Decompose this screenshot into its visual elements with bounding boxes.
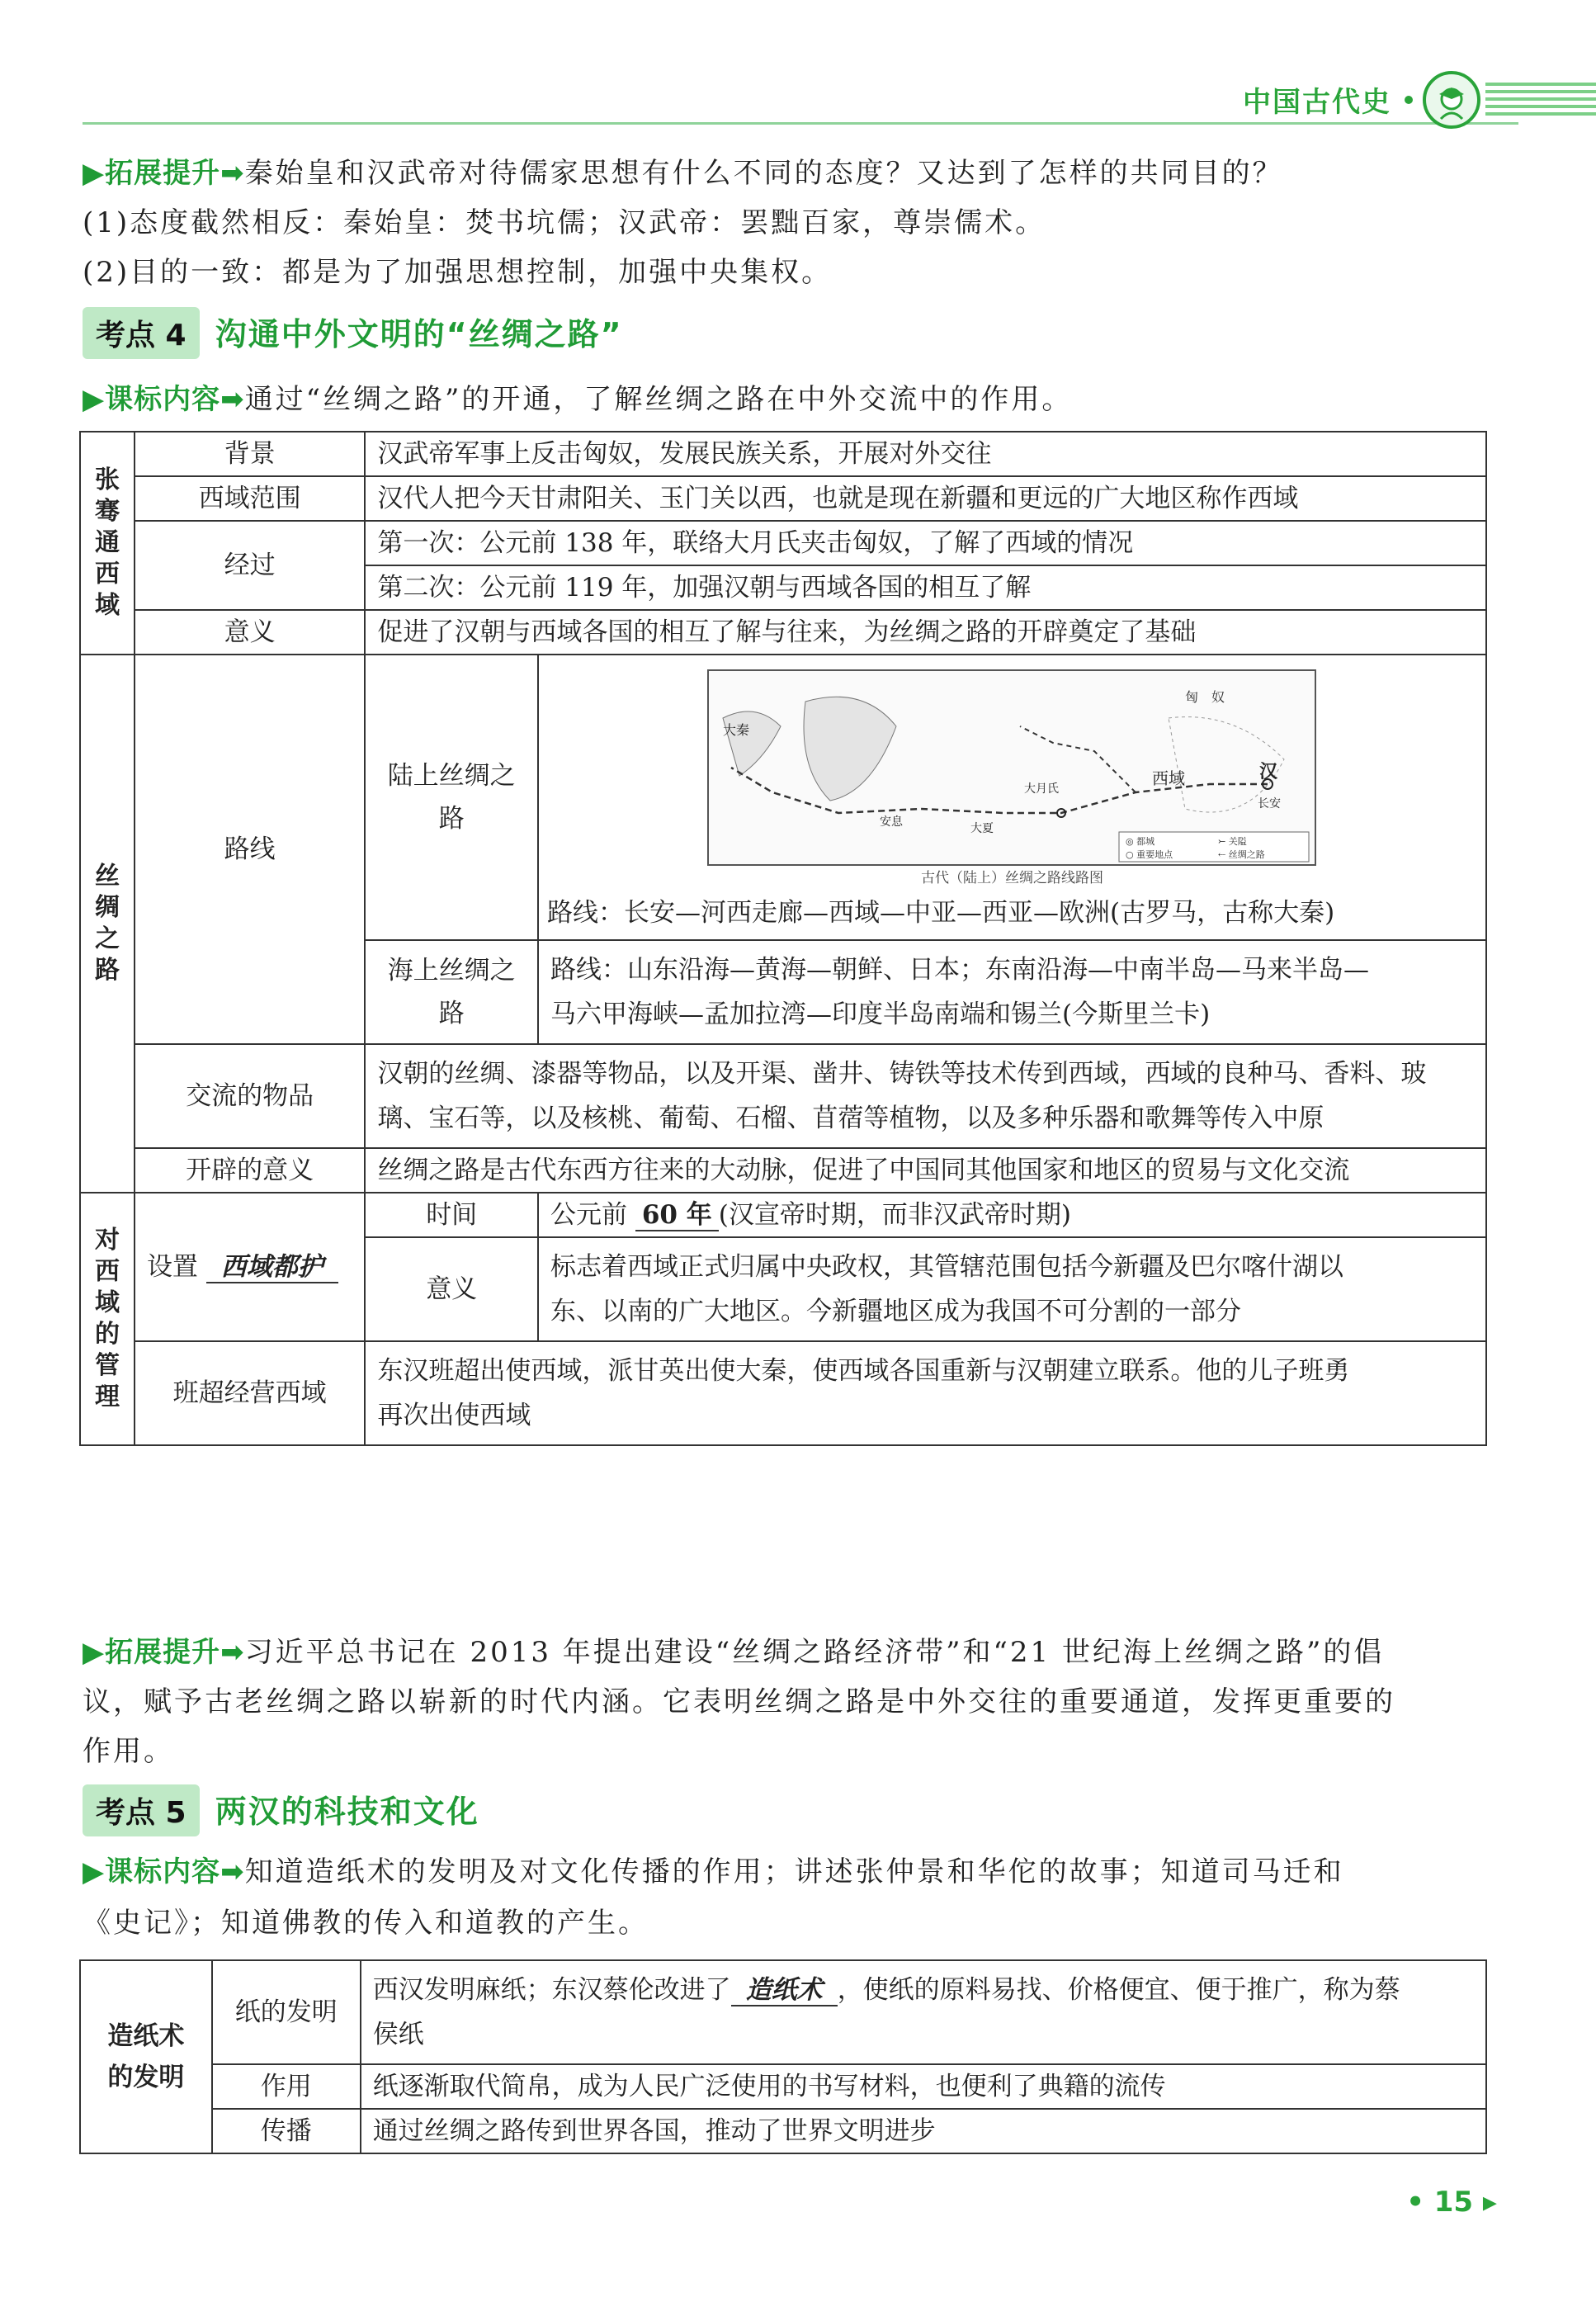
mean2-label: 意义 bbox=[365, 1237, 538, 1341]
table-row bbox=[80, 610, 1486, 655]
ext2-line-1: ▶拓展提升➡习近平总书记在 2013 年提出建设“丝绸之路经济带”和“21 世纪海上丝绸之路”的倡 bbox=[83, 1636, 1385, 1669]
sea-label: 海上丝绸之路 bbox=[365, 940, 538, 1044]
student-avatar-icon bbox=[1423, 71, 1480, 129]
bg-label: 背景 bbox=[135, 432, 365, 476]
header-dot-icon bbox=[1405, 96, 1413, 104]
table-row bbox=[80, 2064, 1486, 2109]
kp5-standard-2: 《史记》；知道佛教的传入和道教的产生。 bbox=[83, 1907, 649, 1940]
use-label: 作用 bbox=[212, 2064, 361, 2109]
ext1-answer-2: (2)目的一致：都是为了加强思想控制，加强中央集权。 bbox=[83, 256, 833, 289]
paper-table bbox=[79, 1959, 1487, 2154]
map-label-dayuezhi: 大月氏 bbox=[1024, 782, 1060, 796]
page-number: • 15 ▸ bbox=[1406, 2186, 1497, 2219]
ext1-answer-1: (1)态度截然相反：秦始皇：焚书坑儒；汉武帝：罢黜百家，尊崇儒术。 bbox=[83, 206, 1046, 239]
route-label: 路线 bbox=[135, 655, 365, 1044]
map-label-daxia: 大夏 bbox=[970, 822, 994, 835]
sig-label: 开辟的意义 bbox=[135, 1148, 365, 1193]
banchao-label: 班超经营西域 bbox=[135, 1341, 365, 1445]
goods-text: 汉朝的丝绸、漆器等物品，以及开渠、凿井、铸铁等技术传到西域，西域的良种马、香料、玻 璃、宝石等，以及核桃、葡萄、石榴、苜蓿等植物，以及多种乐器和歌舞等传入中原 bbox=[365, 1044, 1486, 1148]
kp5-badge: 考点 5 bbox=[83, 1784, 200, 1836]
silk-road-map bbox=[706, 669, 1317, 867]
table-row bbox=[80, 521, 1486, 565]
kp4-heading bbox=[83, 307, 623, 359]
inv-fill: 造纸术 bbox=[731, 1975, 838, 2006]
table-row bbox=[80, 1341, 1486, 1445]
use-text: 纸逐渐取代简帛，成为人民广泛使用的书写材料，也便利了典籍的流传 bbox=[361, 2064, 1486, 2109]
mean2-text: 标志着西域正式归属中央政权，其管辖范围包括今新疆及巴尔喀什湖以 东、以南的广大地区。今新疆地区成为我国不可分割的一部分 bbox=[538, 1237, 1486, 1341]
map-label-xiyu: 西域 bbox=[1152, 768, 1186, 788]
kp4-title: 沟通中外文明的“丝绸之路” bbox=[215, 316, 623, 352]
ext2-line-3: 作用。 bbox=[83, 1735, 174, 1768]
mean-label: 意义 bbox=[135, 610, 365, 655]
time-text: 公元前 60 年 (汉宣帝时期，而非汉武帝时期) bbox=[538, 1193, 1486, 1237]
kp4-badge: 考点 4 bbox=[83, 307, 200, 359]
land-label: 陆上丝绸之路 bbox=[365, 655, 538, 940]
banchao-text: 东汉班超出使西域，派甘英出使大秦，使西域各国重新与汉朝建立联系。他的儿子班勇 再次出使西域 bbox=[365, 1341, 1486, 1445]
range-text: 汉代人把今天甘肃阳关、玉门关以西，也就是现在新疆和更远的广大地区称作西域 bbox=[365, 476, 1486, 521]
kp5-standard-1: ▶课标内容➡知道造纸术的发明及对文化传播的作用；讲述张仲景和华佗的故事；知道司马迁和 bbox=[83, 1855, 1344, 1888]
map-legend-3: ⤚ 关隘 bbox=[1218, 836, 1248, 847]
map-legend-1: ◎ 都城 bbox=[1126, 836, 1155, 847]
ext2-line-2: 议，赋予古老丝绸之路以崭新的时代内涵。它表明丝绸之路是中外交往的重要通道，发挥更重要的 bbox=[83, 1685, 1395, 1718]
course-label: 经过 bbox=[135, 521, 365, 610]
setup-cell bbox=[135, 1193, 365, 1341]
kp5-std-label: ▶课标内容➡ bbox=[83, 1855, 245, 1888]
map-label-han: 汉 bbox=[1259, 761, 1278, 782]
map-label-daqin: 大秦 bbox=[723, 722, 750, 738]
sig-text: 丝绸之路是古代东西方往来的大动脉，促进了中国同其他国家和地区的贸易与文化交流 bbox=[365, 1148, 1486, 1193]
table-row bbox=[80, 476, 1486, 521]
ext1-question-line bbox=[83, 157, 1283, 190]
kp4-std-label: ▶课标内容➡ bbox=[83, 383, 245, 416]
map-label-anxi: 安息 bbox=[880, 815, 904, 829]
group-zhangqian: 张骞通西域 bbox=[80, 432, 135, 655]
kp5-heading bbox=[83, 1784, 479, 1836]
table-row bbox=[80, 1193, 1486, 1237]
goods-label: 交流的物品 bbox=[135, 1044, 365, 1148]
map-label-changan: 长安 bbox=[1258, 797, 1282, 811]
kp4-std-text: 通过“丝绸之路”的开通，了解丝绸之路在中外交流中的作用。 bbox=[244, 383, 1073, 416]
table-row bbox=[80, 655, 1486, 940]
sea-route-text: 路线：山东沿海—黄海—朝鲜、日本；东南沿海—中南半岛—马来半岛— 马六甲海峡—孟加拉湾—印度半岛南端和锡兰(今斯里兰卡) bbox=[538, 940, 1486, 1044]
map-legend-2: ○ 重要地点 bbox=[1126, 849, 1173, 860]
setup-fill: 西域都护 bbox=[206, 1252, 338, 1283]
spread-label: 传播 bbox=[212, 2109, 361, 2153]
ext1-label: ▶拓展提升➡ bbox=[83, 157, 245, 190]
header-rule bbox=[83, 122, 1518, 125]
kp4-standard bbox=[83, 383, 1072, 416]
course-2: 第二次：公元前 119 年，加强汉朝与西域各国的相互了解 bbox=[365, 565, 1486, 610]
group-silkroad: 丝绸之路 bbox=[80, 655, 135, 1193]
bg-text: 汉武帝军事上反击匈奴，发展民族关系，开展对外交往 bbox=[365, 432, 1486, 476]
table-row bbox=[80, 432, 1486, 476]
course-1: 第一次：公元前 138 年，联络大月氏夹击匈奴，了解了西域的情况 bbox=[365, 521, 1486, 565]
ext2-label: ▶拓展提升➡ bbox=[83, 1636, 245, 1669]
table-row bbox=[80, 1148, 1486, 1193]
spread-text: 通过丝绸之路传到世界各国，推动了世界文明进步 bbox=[361, 2109, 1486, 2153]
group-governance: 对西域的管理 bbox=[80, 1193, 135, 1445]
table-row bbox=[80, 1044, 1486, 1148]
table-row bbox=[80, 1960, 1486, 2064]
kp5-title: 两汉的科技和文化 bbox=[215, 1794, 479, 1830]
group-paper: 造纸术 的发明 bbox=[80, 1960, 212, 2153]
silk-road-table bbox=[79, 431, 1487, 1446]
header-stripes bbox=[1485, 83, 1596, 119]
land-route-text: 路线：长安—河西走廊—西域—中亚—西亚—欧洲(古罗马，古称大秦) bbox=[546, 898, 1335, 928]
time-fill: 60 年 bbox=[635, 1200, 719, 1231]
time-label: 时间 bbox=[365, 1193, 538, 1237]
map-label-xiongnu: 匈 奴 bbox=[1185, 689, 1225, 705]
land-route-cell bbox=[538, 655, 1486, 940]
ext1-question: 秦始皇和汉武帝对待儒家思想有什么不同的态度？又达到了怎样的共同目的？ bbox=[244, 157, 1283, 190]
header-title: 中国古代史 bbox=[1243, 86, 1391, 119]
map-legend-4: ⇠ 丝绸之路 bbox=[1218, 849, 1266, 860]
mean-text: 促进了汉朝与西域各国的相互了解与往来，为丝绸之路的开辟奠定了基础 bbox=[365, 610, 1486, 655]
inv-label: 纸的发明 bbox=[212, 1960, 361, 2064]
range-label: 西域范围 bbox=[135, 476, 365, 521]
map-caption: 古代（陆上）丝绸之路线路图 bbox=[920, 870, 1103, 886]
table-row bbox=[80, 2109, 1486, 2153]
setup-label: 设置 bbox=[146, 1252, 198, 1282]
inv-text: 西汉发明麻纸；东汉蔡伦改进了 造纸术 ，使纸的原料易找、价格便宜、便于推广，称为蔡 侯纸 bbox=[361, 1960, 1486, 2064]
